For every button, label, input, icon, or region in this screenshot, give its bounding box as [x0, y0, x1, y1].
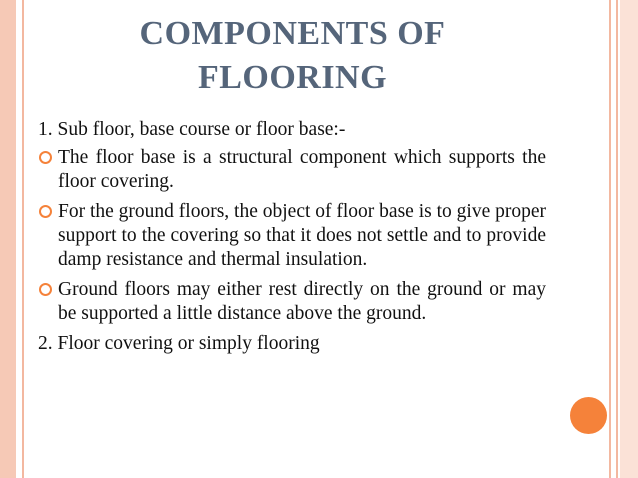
list-item-text: The floor base is a structural component which supports the floor covering.	[58, 147, 546, 192]
list-item-bullet-2	[38, 200, 546, 272]
right-border-line-inner	[609, 0, 611, 478]
right-border-line-outer	[616, 0, 618, 478]
right-border-decoration	[620, 0, 638, 478]
list-item-text: Ground floors may either rest directly on the ground or may be supported a little distance above the ground.	[58, 279, 546, 324]
list-item-bullet-3	[38, 278, 546, 326]
list-item-text: 1. Sub floor, base course or floor base:-	[38, 119, 346, 140]
orange-circle-decoration	[570, 397, 607, 434]
slide-title	[100, 12, 485, 100]
left-border-line	[22, 0, 24, 478]
bullet-circle-icon	[39, 205, 52, 218]
list-item-heading-2	[38, 332, 546, 356]
list-item-bullet-1	[38, 146, 546, 194]
title-line-2: FLOORING	[197, 59, 388, 96]
bullet-circle-icon	[39, 151, 52, 164]
title-line-1: COMPONENTS OF	[139, 15, 446, 52]
list-item-heading-1	[38, 118, 546, 142]
list-item-text: For the ground floors, the object of floor base is to give proper support to the covering so that it does not settle and to provide damp resistance and thermal insulation.	[58, 201, 546, 270]
bullet-circle-icon	[39, 283, 52, 296]
left-border-decoration	[0, 0, 16, 478]
list-item-text: 2. Floor covering or simply flooring	[38, 333, 320, 354]
slide-body	[38, 118, 546, 360]
